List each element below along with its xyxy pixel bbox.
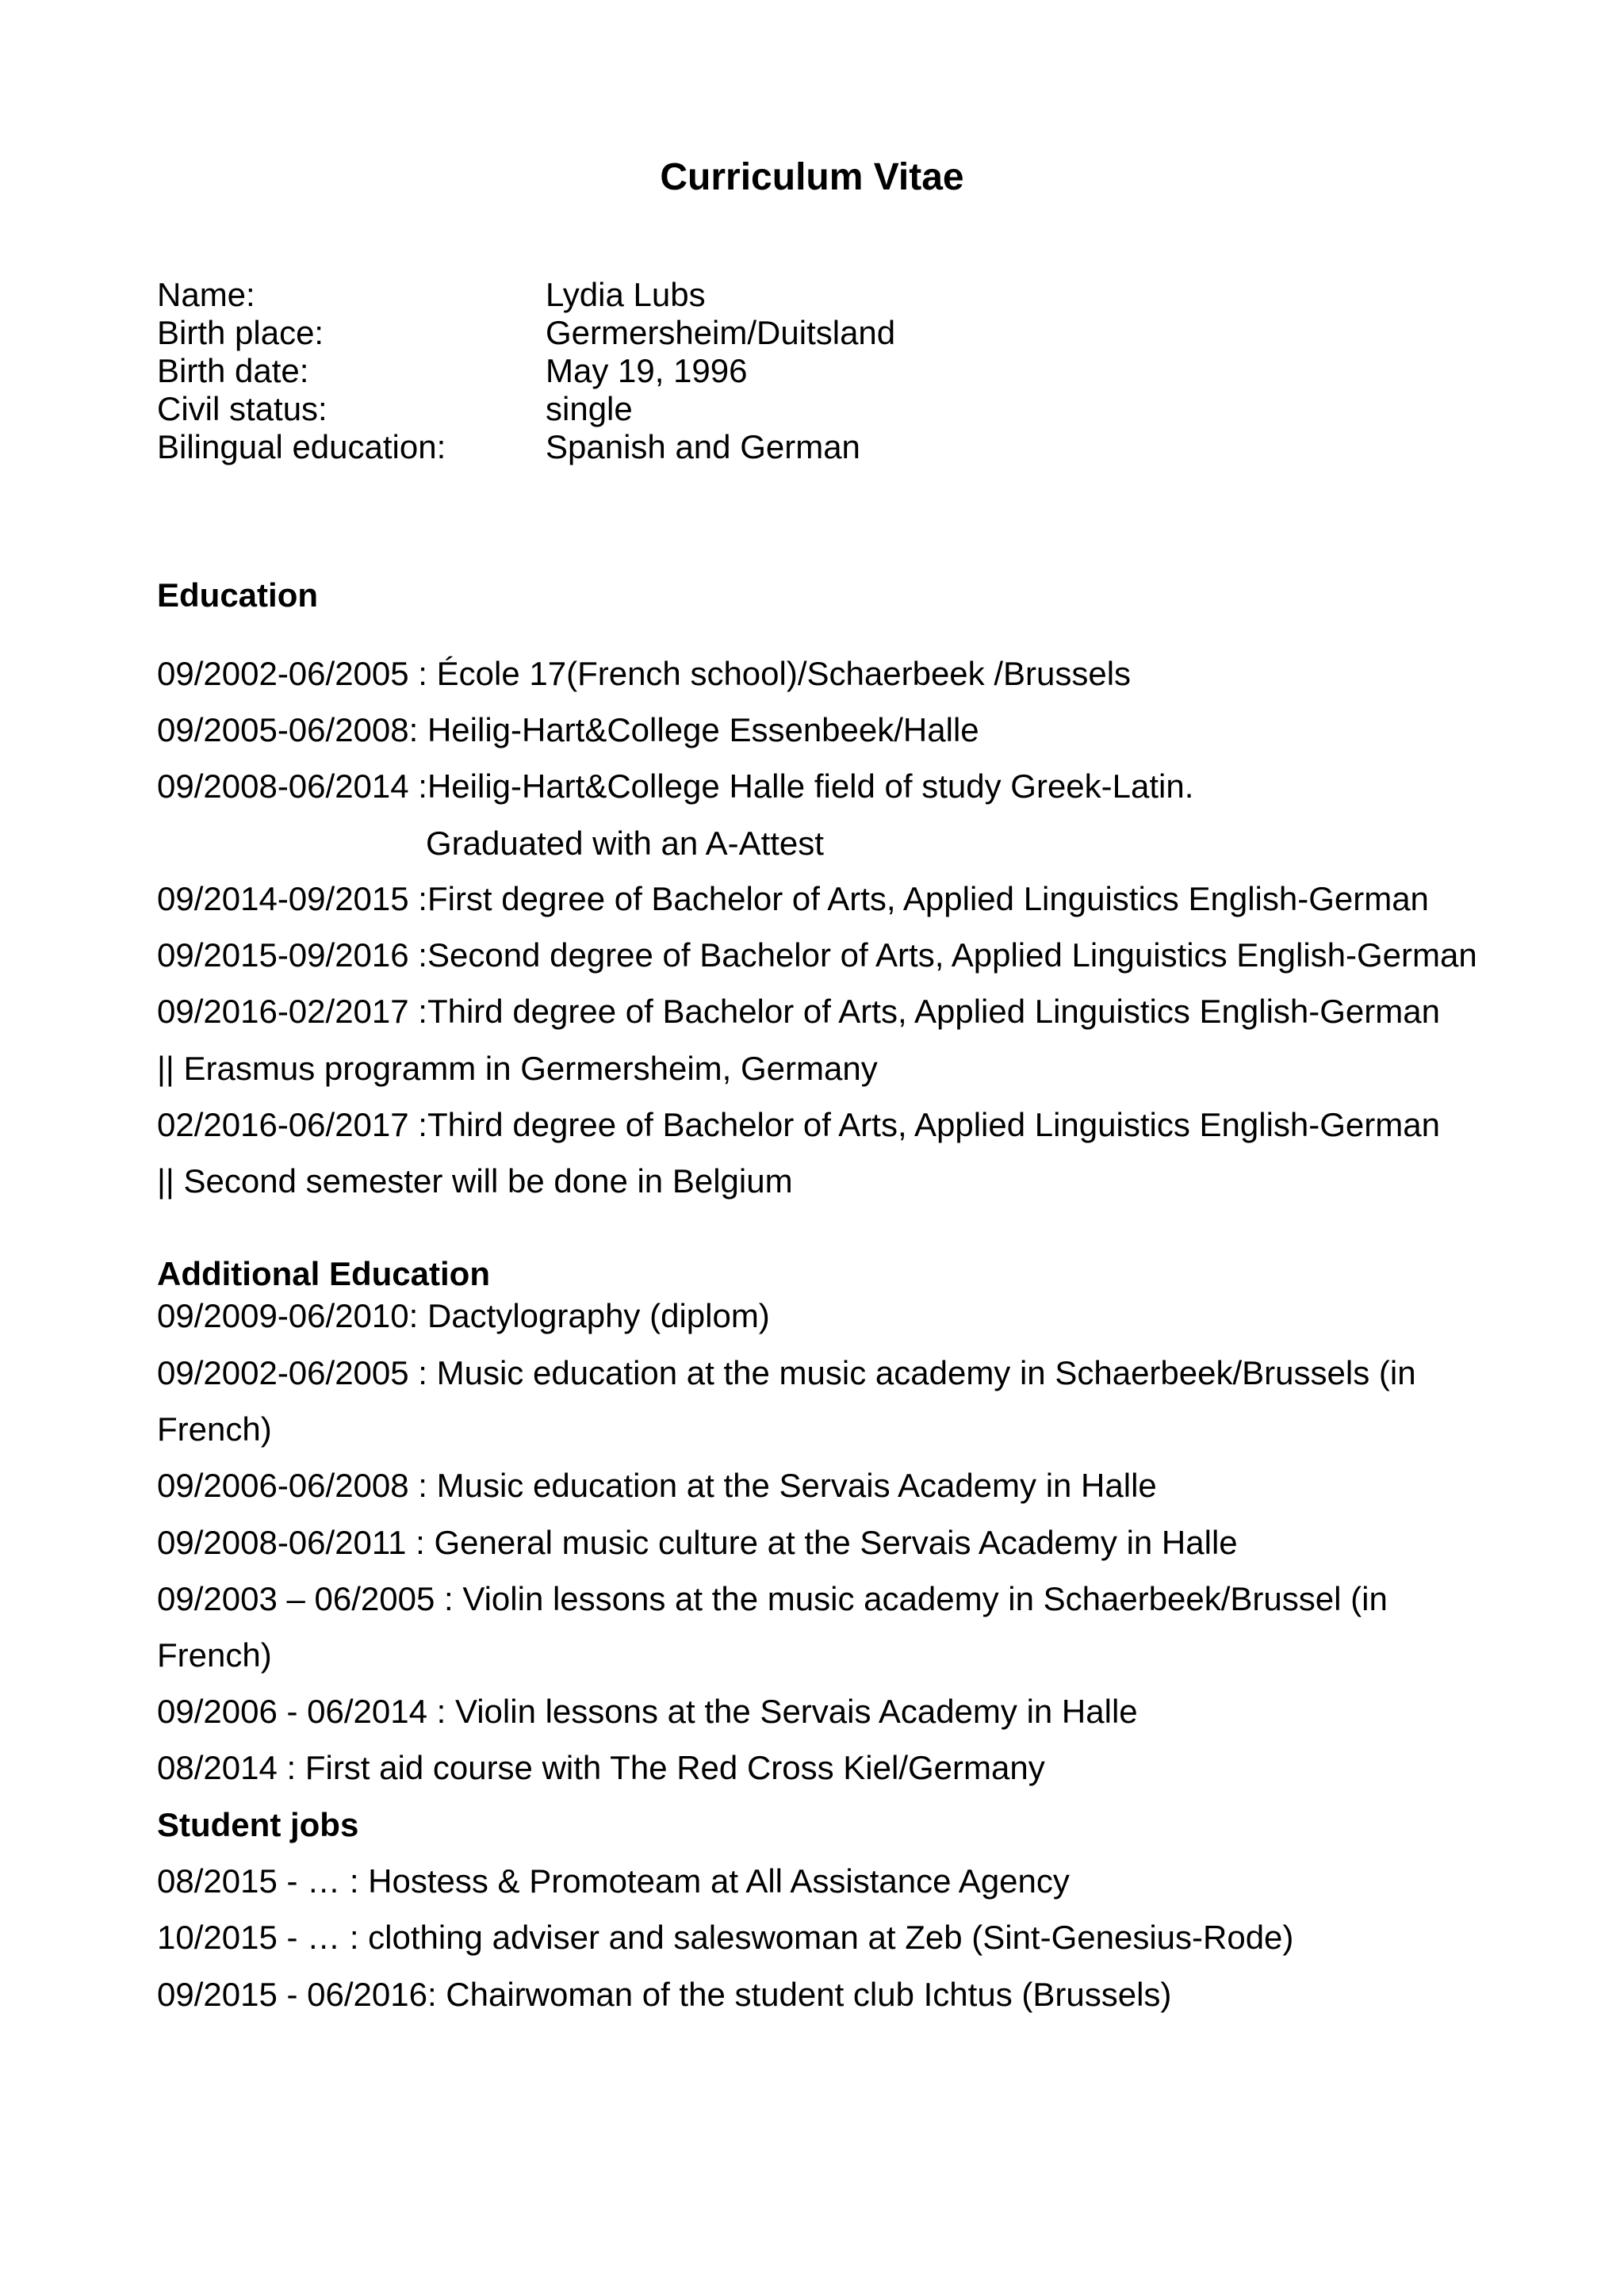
personal-row-birth-place: [157, 314, 895, 352]
additional-education-heading: Additional Education: [157, 1255, 490, 1292]
education-line: 09/2002-06/2005 : École 17(French school)/Schaerbeek /Brussels: [157, 655, 1132, 692]
student-job-line: 10/2015 - … : clothing adviser and saleswoman at Zeb (Sint-Genesius-Rode): [157, 1919, 1294, 1956]
education-line: 09/2008-06/2014 :Heilig-Hart&College Halle field of study Greek-Latin.: [157, 767, 1194, 805]
personal-label: Name:: [157, 276, 255, 313]
student-job-line: 09/2015 - 06/2016: Chairwoman of the student club Ichtus (Brussels): [157, 1976, 1172, 2013]
education-line: || Second semester will be done in Belgium: [157, 1162, 793, 1200]
additional-education-line: 09/2003 – 06/2005 : Violin lessons at the music academy in Schaerbeek/Brussel (in: [157, 1580, 1388, 1617]
student-job-line: 08/2015 - … : Hostess & Promoteam at All Assistance Agency: [157, 1862, 1070, 1900]
personal-value: Germersheim/Duitsland: [546, 314, 896, 351]
personal-label: Civil status:: [157, 390, 327, 427]
personal-row-name: [157, 276, 895, 314]
additional-education-line: French): [157, 1410, 272, 1448]
additional-education-line: 09/2008-06/2011 : General music culture at the Servais Academy in Halle: [157, 1524, 1238, 1561]
additional-education-line: 08/2014 : First aid course with The Red Cross Kiel/Germany: [157, 1749, 1045, 1786]
education-heading: Education: [157, 576, 319, 614]
page-title: Curriculum Vitae: [660, 156, 964, 198]
education-line: 02/2016-06/2017 :Third degree of Bachelor of Arts, Applied Linguistics English-German: [157, 1106, 1440, 1143]
personal-value: Spanish and German: [546, 428, 860, 465]
additional-education-line: French): [157, 1636, 272, 1674]
education-line: 09/2005-06/2008: Heilig-Hart&College Essenbeek/Halle: [157, 711, 979, 748]
education-line: 09/2015-09/2016 :Second degree of Bachelor of Arts, Applied Linguistics English-German: [157, 936, 1477, 974]
personal-value: May 19, 1996: [546, 352, 748, 389]
education-line: Graduated with an A-Attest: [426, 825, 824, 862]
education-line: || Erasmus programm in Germersheim, Germany: [157, 1050, 878, 1087]
personal-row-birth-date: [157, 352, 895, 390]
additional-education-line: 09/2009-06/2010: Dactylography (diplom): [157, 1297, 770, 1334]
personal-label: Bilingual education:: [157, 428, 446, 465]
additional-education-line: 09/2006-06/2008 : Music education at the Servais Academy in Halle: [157, 1467, 1157, 1504]
education-line: 09/2014-09/2015 :First degree of Bachelor of Arts, Applied Linguistics English-German: [157, 880, 1429, 917]
personal-details: [157, 276, 895, 466]
personal-value: Lydia Lubs: [546, 276, 706, 313]
personal-label: Birth date:: [157, 352, 309, 389]
additional-education-line: 09/2006 - 06/2014 : Violin lessons at the Servais Academy in Halle: [157, 1693, 1138, 1730]
personal-row-civil-status: [157, 390, 895, 428]
student-jobs-heading: Student jobs: [157, 1806, 359, 1843]
additional-education-line: 09/2002-06/2005 : Music education at the music academy in Schaerbeek/Brussels (in: [157, 1354, 1416, 1391]
personal-label: Birth place:: [157, 314, 324, 351]
personal-row-bilingual-education: [157, 428, 895, 466]
education-line: 09/2016-02/2017 :Third degree of Bachelor of Arts, Applied Linguistics English-German: [157, 993, 1440, 1030]
personal-value: single: [546, 390, 633, 427]
